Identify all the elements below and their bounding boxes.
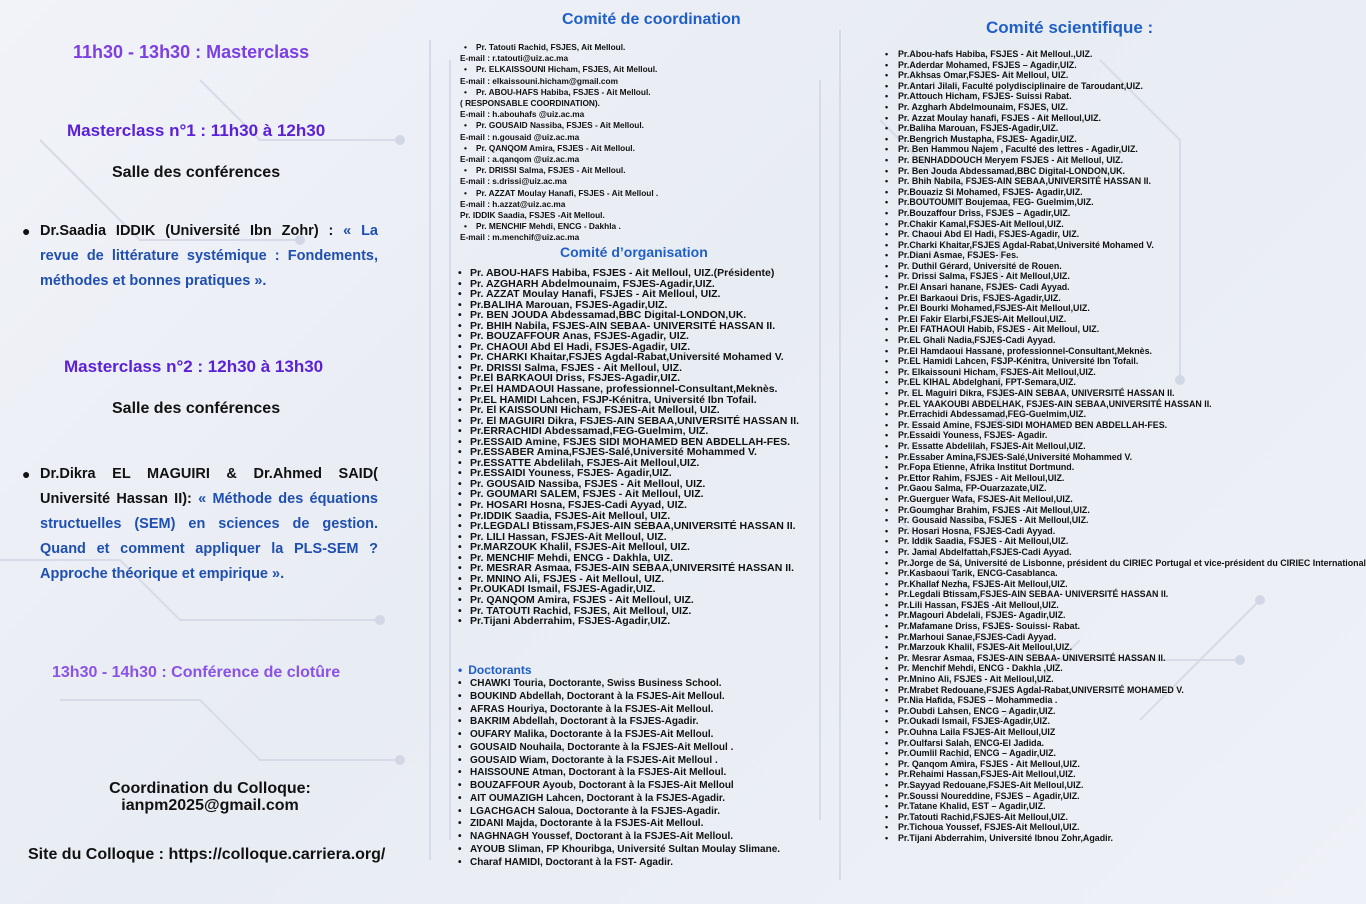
doctorant-member: • BAKRIM Abdellah, Doctorant à la FSJES-Agadir. [456,716,876,729]
organisation-member: • Pr.ESSATTE Abdelilah, FSJES-Ait Melloul,UIZ. [456,458,876,469]
organisation-member: • Pr.IDDIK Saadia, FSJES-Ait Melloul, UIZ. [456,511,876,522]
doctorant-member: • NAGHNAGH Youssef, Doctorant à la FSJES-Ait Melloul. [456,831,876,844]
scientific-member: • Pr. EL Maguiri Dikra, FSJES-AIN SEBAA, UNIVERSITÉ HASSAN II. [882,388,1292,399]
doctorant-member: • ZIDANI Majda, Doctorante à la FSJES-Ait Melloul. [456,818,876,831]
coordinator-detail: E-mail : m.menchif@uiz.ac.ma [460,232,580,243]
scientific-member: • Pr.Attouch Hicham, FSJES- Suissi Rabat. [882,91,1292,102]
scientific-member: • Pr.Nia Hafida, FSJES – Mohammedia . [882,695,1292,706]
coordinator-detail: E-mail : h.abouhafs @uiz.ac.ma [460,109,585,120]
scientific-member: • Pr. Essatte Abdelilah, FSJES-Ait Melloul,UIZ. [882,441,1292,452]
scientific-member: • Pr.Rehaimi Hassan,FSJES-Ait Melloul,UIZ. [882,769,1292,780]
scientific-member: • Pr. Azgharh Abdelmounaim, FSJES, UIZ. [882,102,1292,113]
masterclass2-speaker: Dr.Dikra EL MAGUIRI & Dr.Ahmed SAID( Université Hassan II): [40,466,378,507]
scientific-member: • Pr.Charki Khaitar,FSJES Agdal-Rabat,Université Mohamed V. [882,240,1292,251]
scientific-member: • Pr. Azzat Moulay hanafi, FSJES - Ait Melloul,UIZ. [882,113,1292,124]
scientific-member: • Pr. Iddik Saadia, FSJES - Ait Melloul,UIZ. [882,536,1292,547]
scientific-member: • Pr.Akhsas Omar,FSJES- Ait Melloul, UIZ. [882,70,1292,81]
scientific-member: • Pr. Drissi Salma, FSJES - Ait Melloul,UIZ. [882,271,1292,282]
masterclass2-title: Masterclass n°2 : 12h30 à 13h30 [64,357,324,376]
scientific-member: • Pr.Marhoui Sanae,FSJES-Cadi Ayyad. [882,632,1292,643]
scientific-member: • Pr.EL Ghali Nadia,FSJES-Cadi Ayyad. [882,335,1292,346]
scientific-member: • Pr.Oumlil Rachid, ENCG – Agadir,UIZ. [882,748,1292,759]
coordination-label: Coordination du Colloque: [109,780,311,797]
scientific-member: • Pr. Jamal Abdelfattah,FSJES-Cadi Ayyad. [882,547,1292,558]
organisation-member: • Pr. BHIH Nabila, FSJES-AIN SEBAA- UNIVERSITÉ HASSAN II. [456,321,876,332]
organisation-member: • Pr.Tijani Abderrahim, FSJES-Agadir,UIZ. [456,616,876,627]
organisation-member: • Pr. El MAGUIRI Dikra, FSJES-AIN SEBAA,UNIVERSITÉ HASSAN II. [456,416,876,427]
scientific-member: • Pr.El Barkaoui Dris, FSJES-Agadir,UIZ. [882,293,1292,304]
organisation-member: • Pr. AZGHARH Abdelmounaim, FSJES-Agadir,UIZ. [456,279,876,290]
coordinator-name: • Pr. GOUSAID Nassiba, FSJES - Ait Melloul. [460,120,860,131]
organisation-member: • Pr. TATOUTI Rachid, FSJES, Ait Melloul, UIZ. [456,606,876,617]
organisation-member: • Pr. MESRAR Asmaa, FSJES-AIN SEBAA,UNIVERSITÉ HASSAN II. [456,563,876,574]
coordinator-name: • Pr. AZZAT Moulay Hanafi, FSJES - Ait Melloul . [460,188,860,199]
masterclass1-topic: « La revue de littérature systémique : Fondements, méthodes et bonnes pratiques ». [40,223,378,289]
organisation-member: • Pr.ESSABER Amina,FSJES-Salé,Université Mohammed V. [456,447,876,458]
committees-column [440,0,860,904]
scientific-member: • Pr.Goumghar Brahim, FSJES -Ait Melloul,UIZ. [882,505,1292,516]
coordinator-name: • Pr. QANQOM Amira, FSJES - Ait Melloul. [460,143,860,154]
organisation-member: • Pr.ERRACHIDI Abdessamad,FEG-Guelmim, UIZ. [456,426,876,437]
session-title: 11h30 - 13h30 : Masterclass [73,42,310,62]
organisation-list [456,268,876,627]
doctorant-member: • GOUSAID Wiam, Doctorante à la FSJES-Ait Melloul . [456,755,876,768]
organisation-member: • Pr. GOUMARI SALEM, FSJES - Ait Melloul, UIZ. [456,489,876,500]
masterclass2-topic: « Méthode des équations structuelles (SEM) en sciences de gestion. Quand et comment appliquer la PLS-SEM ? Approche théorique et empirique ». [40,491,378,582]
scientific-member: • Pr.Mafamane Driss, FSJES- Souissi- Rabat. [882,621,1292,632]
coordinator-detail: E-mail : a.qanqom @uiz.ac.ma [460,154,580,165]
scientific-member: • Pr.Tichoua Youssef, FSJES-Ait Melloul,UIZ. [882,822,1292,833]
scientific-committee-column [860,0,1366,904]
scientific-member: • Pr.Khallaf Nezha, FSJES-Ait Melloul,UIZ. [882,579,1292,590]
scientific-list [882,49,1366,844]
scientific-member: • Pr.Gaou Salma, FP-Ouarzazate,UIZ. [882,483,1292,494]
scientific-member: • Pr. Essaid Amine, FSJES-SIDI MOHAMED BEN ABDELLAH-FES. [882,420,1292,431]
doctorant-member: • GOUSAID Nouhaila, Doctorante à la FSJES-Ait Melloul . [456,742,876,755]
organisation-member: • Pr.MARZOUK Khalil, FSJES-Ait Melloul, UIZ. [456,542,876,553]
coordination-list [460,42,860,244]
organisation-member: • Pr. DRISSI Salma, FSJES - Ait Melloul, UIZ. [456,363,876,374]
organisation-member: • Pr.EL HAMIDI Lahcen, FSJP-Kénitra, Université Ibn Tofail. [456,395,876,406]
organisation-member: • Pr.ESSAID Amine, FSJES SIDI MOHAMED BEN ABDELLAH-FES. [456,437,876,448]
organisation-member: • Pr.OUKADI Ismail, FSJES-Agadir,UIZ. [456,584,876,595]
scientific-member: • Pr.Tatane Khalid, EST – Agadir,UIZ. [882,801,1292,812]
organisation-member: • Pr.El BARKAOUI Driss, FSJES-Agadir,UIZ. [456,373,876,384]
coordinator-detail: Pr. IDDIK Saadia, FSJES -Ait Melloul. [460,210,605,221]
scientific-member: • Pr.Mnino Ali, FSJES - Ait Melloul,UIZ. [882,674,1292,685]
masterclass2-room: Salle des conférences [112,400,281,417]
scientific-member: • Pr.Tijani Abderrahim, Université Ibnou Zohr,Agadir. [882,833,1292,844]
scientific-member: • Pr.Oukadi Ismail, FSJES-Agadir,UIZ. [882,716,1292,727]
coordinator-name: • Pr. Tatouti Rachid, FSJES, Ait Melloul. [460,42,860,53]
doctorant-member: • BOUZAFFOUR Ayoub, Doctorant à la FSJES-Ait Melloul [456,780,876,793]
coordination-email[interactable]: ianpm2025@gmail.com [121,797,299,814]
scientific-member: • Pr. Qanqom Amira, FSJES - Ait Melloul,UIZ. [882,759,1292,770]
doctorants-title: Doctorants [468,663,532,677]
coordinator-name: • Pr. MENCHIF Mehdi, ENCG - Dakhla . [460,221,860,232]
scientific-member: • Pr. Ben Jouda Abdessamad,BBC Digital-LONDON,UK. [882,166,1292,177]
scientific-member: • Pr.Baliha Marouan, FSJES-Agadir,UIZ. [882,123,1292,134]
scientific-member: • Pr.El Hamdaoui Hassane, professionnel-Consultant,Meknès. [882,346,1292,357]
scientific-member: • Pr.Ettor Rahim, FSJES - Ait Melloul,UIZ. [882,473,1292,484]
scientific-member: • Pr.Mrabet Redouane,FSJES Agdal-Rabat,UNIVERSITÉ MOHAMED V. [882,685,1292,696]
scientific-member: • Pr.Bouaziz Si Mohamed, FSJES- Agadir,UIZ. [882,187,1292,198]
scientific-member: • Pr.Antari Jilali, Faculté polydisciplinaire de Taroudant,UIZ. [882,81,1292,92]
scientific-member: • Pr.Oubdi Lahsen, ENCG – Agadir,UIZ. [882,706,1292,717]
masterclass1-room: Salle des conférences [112,164,281,181]
scientific-member: • Pr.Chakir Kamal,FSJES-Ait Melloul,UIZ. [882,219,1292,230]
coordinator-detail: E-mail : s.drissi@uiz.ac.ma [460,176,567,187]
bullet-icon: ● [22,223,31,239]
scientific-member: • Pr.El Ansari hanane, FSJES- Cadi Ayyad. [882,282,1292,293]
doctorant-member: • Charaf HAMIDI, Doctorant à la FST- Agadir. [456,857,876,870]
scientific-member: • Pr.EL KIHAL Abdelghani, FPT-Semara,UIZ. [882,377,1292,388]
scientific-member: • Pr. Elkaissouni Hicham, FSJES-Ait Melloul,UIZ. [882,367,1292,378]
organisation-member: • Pr. BEN JOUDA Abdessamad,BBC Digital-LONDON,UK. [456,310,876,321]
scientific-member: • Pr.Marzouk Khalil, FSJES-Ait Melloul,UIZ. [882,642,1292,653]
doctorant-member: • OUFARY Malika, Doctorante à la FSJES-Ait Melloul. [456,729,876,742]
scientific-member: • Pr. Hosari Hosna, FSJES-Cadi Ayyad. [882,526,1292,537]
organisation-member: • Pr. LILI Hassan, FSJES-Ait Melloul, UIZ. [456,532,876,543]
masterclass1-description [22,219,378,294]
program-column [0,0,420,904]
doctorants-list [456,678,876,869]
doctorant-member: • AIT OUMAZIGH Lahcen, Doctorant à la FSJES-Agadir. [456,793,876,806]
organisation-member: • Pr. AZZAT Moulay Hanafi, FSJES - Ait Melloul, UIZ. [456,289,876,300]
scientific-member: • Pr.Tatouti Rachid,FSJES-Ait Melloul,UIZ. [882,812,1292,823]
scientific-member: • Pr. Chaoui Abd El Hadi, FSJES-Agadir, UIZ. [882,229,1292,240]
organisation-member: • Pr. El KAISSOUNI Hicham, FSJES-Ait Melloul, UIZ. [456,405,876,416]
organisation-member: • Pr. GOUSAID Nassiba, FSJES - Ait Melloul, UIZ. [456,479,876,490]
organisation-member: • Pr. CHARKI Khaitar,FSJES Agdal-Rabat,Université Mohamed V. [456,352,876,363]
scientific-member: • Pr.Fopa Etienne, Afrika Institut Dortmund. [882,462,1292,473]
scientific-member: • Pr. BENHADDOUCH Meryem FSJES - Ait Melloul, UIZ. [882,155,1292,166]
scientific-member: • Pr.Bengrich Mustapha, FSJES- Agadir,UIZ. [882,134,1292,145]
scientific-member: • Pr.Abou-hafs Habiba, FSJES - Ait Melloul.,UIZ. [882,49,1292,60]
coordinator-name: • Pr. ABOU-HAFS Habiba, FSJES - Ait Melloul. [460,87,860,98]
organisation-member: • Pr. ABOU-HAFS Habiba, FSJES - Ait Melloul, UIZ.(Présidente) [456,268,876,279]
organisation-member: • Pr. MENCHIF Mehdi, ENCG - Dakhla, UIZ. [456,553,876,564]
scientific-member: • Pr.Bouzaffour Driss, FSJES – Agadir,UIZ. [882,208,1292,219]
organisation-member: • Pr. MNINO Ali, FSJES - Ait Melloul, UIZ. [456,574,876,585]
scientific-committee-title: Comité scientifique : [986,18,1154,37]
doctorant-member: • AFRAS Houriya, Doctorante à la FSJES-Ait Melloul. [456,704,876,717]
scientific-member: • Pr.EL YAAKOUBI ABDELHAK, FSJES-AIN SEBAA,UNIVERSITÉ HASSAN II. [882,399,1292,410]
scientific-member: • Pr.BOUTOUMIT Boujemaa, FEG- Guelmim,UIZ. [882,197,1292,208]
organisation-member: • Pr.LEGDALI Btissam,FSJES-AIN SEBAA,UNIVERSITÉ HASSAN II. [456,521,876,532]
scientific-member: • Pr.El Fakir Elarbi,FSJES-Ait Melloul,UIZ. [882,314,1292,325]
organisation-member: • Pr.ESSAIDI Youness, FSJES- Agadir,UIZ. [456,468,876,479]
bullet-icon: ● [22,466,31,482]
scientific-member: • Pr.El Bourki Mohamed,FSJES-Ait Melloul,UIZ. [882,303,1292,314]
scientific-member: • Pr.Essaidi Youness, FSJES- Agadir. [882,430,1292,441]
scientific-member: • Pr.Lili Hassan, FSJES -Ait Melloul,UIZ. [882,600,1292,611]
coordinator-detail: E-mail : n.gousaid @uiz.ac.ma [460,131,580,142]
organisation-member: • Pr.El HAMDAOUI Hassane, professionnel-Consultant,Meknès. [456,384,876,395]
scientific-member: • Pr.Sayyad Redouane,FSJES-Ait Melloul,UIZ. [882,780,1292,791]
scientific-member: • Pr. Mesrar Asmaa, FSJES-AIN SEBAA- UNIVERSITÉ HASSAN II. [882,653,1292,664]
scientific-member: • Pr. Gousaid Nassiba, FSJES - Ait Melloul,UIZ. [882,515,1292,526]
scientific-member: • Pr.Errachidi Abdessamad,FEG-Guelmim,UIZ. [882,409,1292,420]
coordinator-detail: ( RESPONSABLE COORDINATION). [460,98,600,109]
doctorants-header [458,663,532,677]
coordinator-detail: E-mail : r.tatouti@uiz.ac.ma [460,53,569,64]
scientific-member: • Pr.Legdali Btissam,FSJES-AIN SEBAA- UNIVERSITÉ HASSAN II. [882,589,1292,600]
closing-conference: 13h30 - 14h30 : Conférence de clotûre [52,664,341,681]
organisation-committee-title: Comité d’organisation [560,244,708,260]
doctorant-member: • HAISSOUNE Atman, Doctorant à la FSJES-Ait Melloul. [456,767,876,780]
scientific-member: • Pr. Ben Hammou Najem , Faculté des lettres - Agadir,UIZ. [882,144,1292,155]
doctorant-member: • AYOUB Sliman, FP Khouribga, Université Sultan Moulay Slimane. [456,844,876,857]
scientific-member: • Pr.Jorge de Sá, Université de Lisbonne, président du CIRIEC Portugal et vice-président du CIRIEC International [882,558,1292,569]
scientific-member: • Pr.Essaber Amina,FSJES-Salé,Université Mohammed V. [882,452,1292,463]
doctorant-member: • LGACHGACH Saloua, Doctorante à la FSJES-Agadir. [456,806,876,819]
scientific-member: • Pr. Bhih Nabila, FSJES-AIN SEBAA,UNIVERSITÉ HASSAN II. [882,176,1292,187]
doctorant-member: • BOUKIND Abdellah, Doctorant à la FSJES-Ait Melloul. [456,691,876,704]
scientific-member: • Pr.El FATHAOUI Habib, FSJES - Ait Melloul, UIZ. [882,324,1292,335]
organisation-member: • Pr. CHAOUI Abd El Hadi, FSJES-Agadir, UIZ. [456,342,876,353]
scientific-member: • Pr.Aderdar Mohamed, FSJES – Agadir,UIZ. [882,60,1292,71]
scientific-member: • Pr.EL Hamidi Lahcen, FSJP-Kénitra, Université Ibn Tofail. [882,356,1292,367]
scientific-member: • Pr.Magouri Abdelali, FSJES- Agadir,UIZ. [882,610,1292,621]
scientific-member: • Pr.Soussi Noureddine, FSJES – Agadir,UIZ. [882,791,1292,802]
organisation-member: • Pr. HOSARI Hosna, FSJES-Cadi Ayyad, UIZ. [456,500,876,511]
organisation-member: • Pr. BOUZAFFOUR Anas, FSJES-Agadir, UIZ. [456,331,876,342]
bullet-icon: • [458,663,463,677]
scientific-member: • Pr.Kasbaoui Tarik, ENCG-Casablanca. [882,568,1292,579]
scientific-member: • Pr. Menchif Mehdi, ENCG - Dakhla ,UIZ. [882,663,1292,674]
scientific-member: • Pr.Guerguer Wafa, FSJES-Ait Melloul,UIZ. [882,494,1292,505]
coordinator-name: • Pr. ELKAISSOUNI Hicham, FSJES, Ait Melloul. [460,64,860,75]
scientific-member: • Pr. Duthil Gérard, Université de Rouen. [882,261,1292,272]
scientific-member: • Pr.Ouhna Laila FSJES-Ait Melloul,UIZ [882,727,1292,738]
coordination-committee-title: Comité de coordination [562,11,741,28]
doctorant-member: • CHAWKI Touria, Doctorante, Swiss Business School. [456,678,876,691]
scientific-member: • Pr.Oulfarsi Salah, ENCG-El Jadida. [882,738,1292,749]
organisation-member: • Pr. QANQOM Amira, FSJES - Ait Melloul, UIZ. [456,595,876,606]
coordinator-name: • Pr. DRISSI Salma, FSJES - Ait Melloul. [460,165,860,176]
organisation-member: • Pr.BALIHA Marouan, FSJES-Agadir,UIZ. [456,300,876,311]
masterclass2-description [22,462,378,587]
masterclass1-title: Masterclass n°1 : 11h30 à 12h30 [67,121,326,140]
site-link[interactable]: Site du Colloque : https://colloque.carriera.org/ [28,846,386,863]
masterclass1-speaker: Dr.Saadia IDDIK (Université Ibn Zohr) : [40,223,334,239]
coordinator-detail: E-mail : h.azzat@uiz.ac.ma [460,198,566,209]
scientific-member: • Pr.Diani Asmae, FSJES- Fes. [882,250,1292,261]
coordinator-detail: E-mail : elkaissouni.hicham@gmail.com [460,75,618,86]
